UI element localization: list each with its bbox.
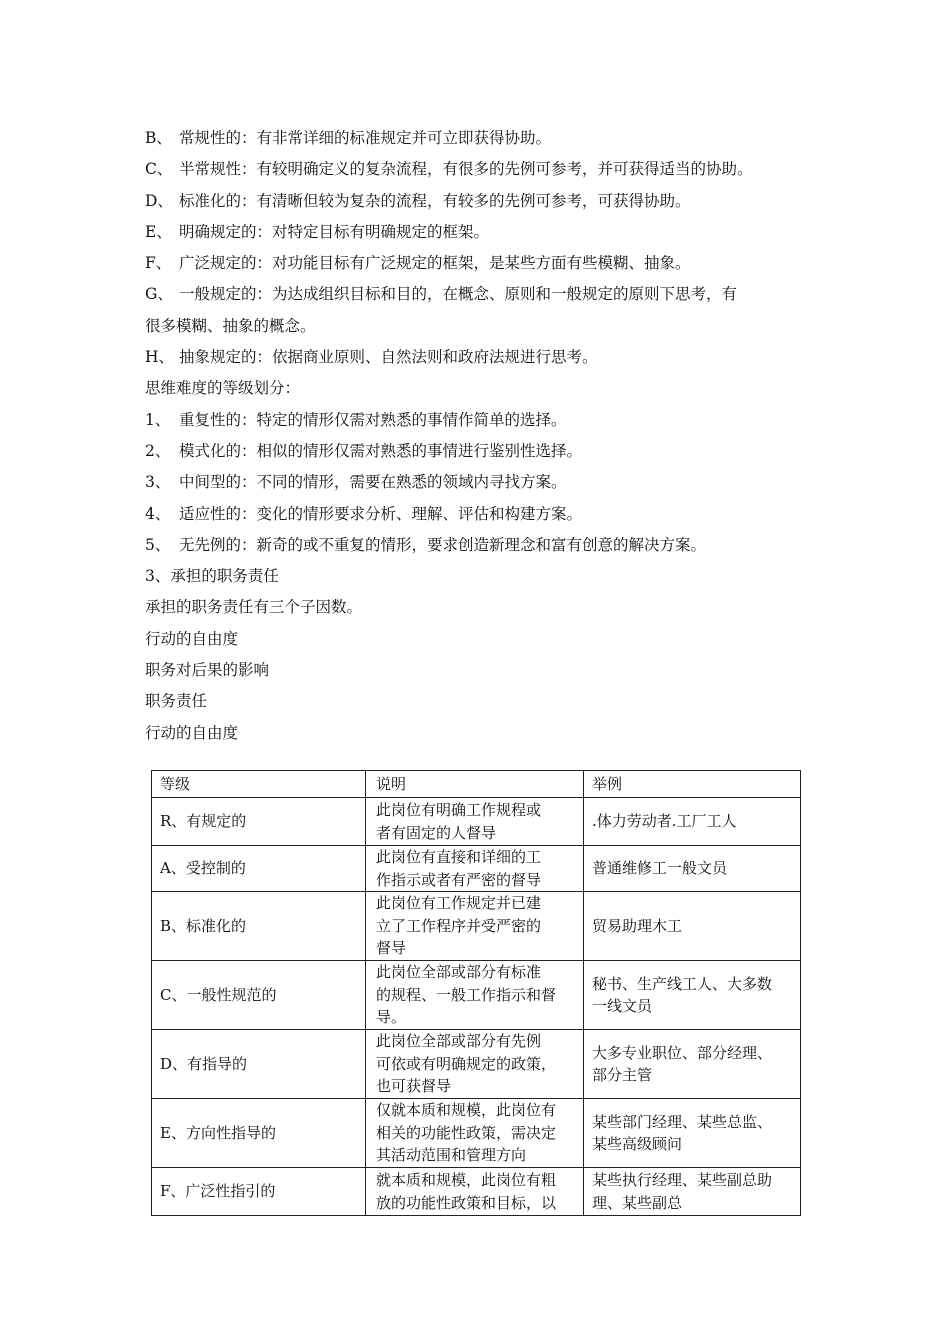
- cell-level: F、广泛性指引的: [152, 1168, 366, 1216]
- example-line: 部分主管: [592, 1066, 653, 1084]
- paragraph-text: 职务责任: [145, 692, 208, 711]
- body-text: [145, 123, 825, 749]
- paragraph-text: 行动的自由度: [145, 629, 239, 648]
- paragraph-line: [145, 405, 825, 436]
- example-line: .体力劳动者.工厂工人: [592, 812, 737, 831]
- paragraph-line: [145, 592, 825, 623]
- cell-level: B、标准化的: [152, 892, 366, 961]
- cell-example: [584, 961, 801, 1030]
- paragraph-line: [145, 530, 825, 561]
- paragraph-text: 3、承担的职务责任: [145, 567, 279, 586]
- cell-level: R、有规定的: [152, 798, 366, 846]
- paragraph-line: [145, 467, 825, 498]
- cell-level: A、受控制的: [152, 846, 366, 892]
- cell-description: [366, 1099, 584, 1168]
- example-line: 秘书、生产线工人、大多数: [592, 974, 773, 993]
- paragraph-line: [145, 123, 825, 154]
- description-line: 也可获督导: [376, 1077, 452, 1096]
- header-level: 等级: [152, 771, 366, 798]
- example-line: 贸易助理木工: [592, 916, 683, 935]
- description-line: 放的功能性政策和目标，以: [376, 1193, 557, 1212]
- description-line: 仅就本质和规模，此岗位有: [376, 1101, 557, 1120]
- list-marker: 5、: [145, 535, 171, 554]
- description-line: 此岗位有明确工作规程或: [376, 801, 542, 819]
- cell-description: [366, 1168, 584, 1216]
- list-marker: C、: [145, 160, 173, 179]
- example-line: 一线文员: [592, 997, 653, 1015]
- paragraph-line: [145, 561, 825, 592]
- header-example: 举例: [584, 771, 801, 798]
- paragraph-text: 半常规性：有较明确定义的复杂流程，有很多的先例可参考，并可获得适当的协助。: [179, 160, 753, 179]
- description-line: 立了工作程序并受严密的: [376, 916, 542, 935]
- table-row: [152, 798, 801, 846]
- description-line: 的规程、一般工作指示和督: [376, 985, 557, 1004]
- description-line: 此岗位全部或部分有标准: [376, 963, 542, 982]
- cell-example: [584, 1030, 801, 1099]
- paragraph-text: 常规性的：有非常详细的标准规定并可立即获得协助。: [179, 129, 552, 147]
- description-line: 督导: [376, 939, 407, 958]
- list-marker: 2、: [145, 441, 171, 460]
- paragraph-text: 职务对后果的影响: [145, 661, 270, 680]
- paragraph-line: [145, 373, 825, 404]
- table-row: [152, 1099, 801, 1168]
- paragraph-text: 广泛规定的：对功能目标有广泛规定的框架，是某些方面有些模糊、抽象。: [179, 254, 691, 273]
- cell-description: [366, 961, 584, 1030]
- paragraph-line: [145, 217, 825, 248]
- paragraph-line: [145, 248, 825, 279]
- list-marker: 3、: [145, 473, 171, 492]
- paragraph-line: [145, 718, 825, 749]
- table-row: [152, 892, 801, 961]
- description-line: 此岗位有工作规定并已建: [376, 894, 542, 913]
- paragraph-text: 抽象规定的：依据商业原则、自然法则和政府法规进行思考。: [179, 348, 598, 367]
- list-marker: 4、: [145, 504, 171, 523]
- paragraph-text: 中间型的：不同的情形，需要在熟悉的领域内寻找方案。: [179, 473, 567, 492]
- list-marker: H、: [145, 348, 175, 367]
- description-line: 作指示或者有严密的督导: [376, 870, 542, 889]
- cell-level: D、有指导的: [152, 1030, 366, 1099]
- list-marker: D、: [145, 191, 173, 210]
- paragraph-line: [145, 154, 825, 185]
- list-marker: 1、: [145, 410, 171, 429]
- paragraph-text: 无先例的：新奇的或不重复的情形，要求创造新理念和富有创意的解决方案。: [179, 535, 707, 554]
- table-row: [152, 846, 801, 892]
- list-marker: B、: [145, 129, 172, 147]
- list-marker: E、: [145, 222, 172, 241]
- example-line: 某些高级顾问: [592, 1135, 683, 1153]
- example-line: 某些部门经理、某些总监、: [592, 1112, 773, 1131]
- cell-example: [584, 1099, 801, 1168]
- paragraph-line: [145, 311, 825, 342]
- table-row: [152, 961, 801, 1030]
- header-description: 说明: [366, 771, 584, 798]
- description-line: 导。: [376, 1008, 407, 1027]
- table-row: [152, 1030, 801, 1099]
- cell-example: [584, 1168, 801, 1216]
- cell-level: C、一般性规范的: [152, 961, 366, 1030]
- description-line: 相关的功能性政策，需决定: [376, 1123, 557, 1142]
- table-header-row: [152, 771, 801, 798]
- list-marker: G、: [145, 285, 173, 304]
- paragraph-line: [145, 686, 825, 717]
- cell-example: [584, 892, 801, 961]
- paragraph-line: [145, 186, 825, 217]
- paragraph-text: 思维难度的等级划分：: [145, 379, 301, 398]
- paragraph-line: [145, 624, 825, 655]
- table-row: [152, 1168, 801, 1216]
- example-line: 大多专业职位、部分经理、: [592, 1043, 773, 1062]
- paragraph-text: 很多模糊、抽象的概念。: [145, 316, 316, 335]
- cell-description: [366, 892, 584, 961]
- example-line: 理、某些副总: [592, 1193, 683, 1212]
- paragraph-line: [145, 436, 825, 467]
- example-line: 普通维修工一般文员: [592, 859, 728, 878]
- example-line: 某些执行经理、某些副总助: [592, 1171, 773, 1189]
- freedom-of-action-table: [151, 770, 801, 1216]
- cell-level: E、方向性指导的: [152, 1099, 366, 1168]
- paragraph-text: 适应性的：变化的情形要求分析、理解、评估和构建方案。: [179, 504, 583, 523]
- description-line: 就本质和规模，此岗位有粗: [376, 1171, 557, 1189]
- paragraph-line: [145, 499, 825, 530]
- description-line: 此岗位有直接和详细的工: [376, 848, 542, 866]
- cell-description: [366, 1030, 584, 1099]
- paragraph-text: 模式化的：相似的情形仅需对熟悉的事情进行鉴别性选择。: [179, 441, 583, 460]
- cell-example: [584, 846, 801, 892]
- description-line: 此岗位全部或部分有先例: [376, 1032, 542, 1051]
- paragraph-text: 标准化的：有清晰但较为复杂的流程，有较多的先例可参考，可获得协助。: [179, 191, 691, 210]
- description-line: 其活动范围和管理方向: [376, 1146, 527, 1165]
- paragraph-line: [145, 655, 825, 686]
- paragraph-text: 重复性的：特定的情形仅需对熟悉的事情作简单的选择。: [179, 410, 567, 429]
- paragraph-text: 明确规定的：对特定目标有明确规定的框架。: [179, 222, 490, 241]
- cell-description: [366, 798, 584, 846]
- paragraph-text: 一般规定的：为达成组织目标和目的，在概念、原则和一般规定的原则下思考，有: [179, 285, 738, 304]
- paragraph-text: 行动的自由度: [145, 723, 239, 742]
- paragraph-line: [145, 279, 825, 310]
- description-line: 可依或有明确规定的政策，: [376, 1054, 557, 1073]
- paragraph-line: [145, 342, 825, 373]
- paragraph-text: 承担的职务责任有三个子因数。: [145, 598, 363, 617]
- description-line: 者有固定的人督导: [376, 823, 497, 842]
- list-marker: F、: [145, 254, 172, 273]
- cell-example: [584, 798, 801, 846]
- cell-description: [366, 846, 584, 892]
